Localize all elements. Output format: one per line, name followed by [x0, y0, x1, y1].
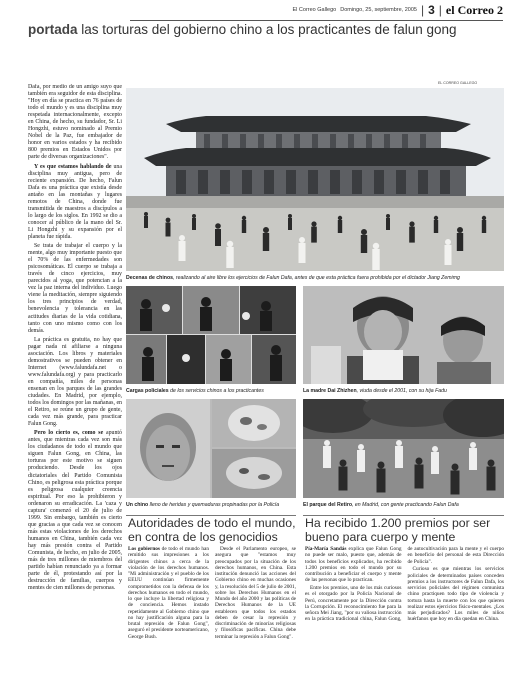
photo-credit: EL CORREO GALLEGO [438, 81, 478, 85]
section-logo: el Correo 2 [445, 3, 503, 17]
left-paragraph-2-rest: una disciplina muy antigua, pero de reciente expansión. De hecho, Falun Dafa es una práctica que existía desde antaño en las montañas y lugares remotos de China, donde fue transmitida de maestros a discípulos a lo largo de los siglos. En 1992 se dio a conocer al público de la mano del Sr. Li Hongzhi y su expansión por el planeta fue rápida. [28, 163, 122, 240]
left-paragraph-2-lead: Y es que estamos hablando de [34, 163, 112, 170]
park-caption-lead: El parque del Retiro [303, 502, 353, 508]
article-left-body [128, 546, 296, 696]
main-caption-lead: Decenas de chinos [126, 275, 173, 281]
article-right-body [305, 546, 504, 696]
police-caption [126, 388, 296, 394]
main-photo-caption [126, 275, 504, 281]
left-paragraph-1: Dafa, por medio de un amigo suyo que también era seguidor de esta disciplina. "Hoy en día se practica en 76 países de todo el mundo y es una disciplina muy respetada internacionalmente, excepto en China, de hecho, su fundador, Sr. Li Hongzhi, estuvo nominado al Premio Nobel de la Paz, fue embajador de honor en varios estados y ha recibido 800 premios en Estados Unidos por parte de diversas organizaciones". [28, 84, 122, 161]
temple-illustration [126, 88, 504, 271]
left-paragraph-5-lead: Pero lo cierto es, como se [34, 430, 104, 437]
mother-caption-rest: , viuda desde el 2001, con su hija Fadu [356, 388, 447, 394]
article-left-paragraph-2: Desde el Parlamento europeo, se asegura que "estamos muy preocupados por la situación de los derechos humanos, en China. Esta institución denunció las acciones del Gobierno chino en muchas ocasiones y, la resolución del 5 de julio de 2001, sobre los Derechos Humanos en el Mundo del año 2000 y las políticas de Derechos Humanos de la UE establecen que todos los estados deben de cesar la represión y discriminación de minorías religiosas y filosóficas pacíficas. China debe terminar la represión a Falun Gong". [215, 546, 296, 640]
park-caption [303, 502, 504, 508]
left-paragraph-5 [28, 430, 122, 592]
police-caption-rest: de los servicios chinos a los practicantes [168, 388, 264, 394]
retiro-park-photo [303, 399, 504, 498]
police-collage-photo [126, 286, 296, 384]
left-paragraph-3: Se trata de trabajar el cuerpo y la mente, algo muy importante puesto que el 70% de las enfermedades son psicosomáticas. El cuerpo se trabaja a través de cinco ejercicios, muy parecidos al yoga, que potencian a la vez la paz interna del individuo. Luego viene la meditación, siempre siguiendo los tres principios de verdad, benevolencia y tolerancia en las actitudes diarias de la vida cotidiana, tanto con uno mismo como con los demás. [28, 243, 122, 334]
article-right-title: Ha recibido 1.200 premios por ser bueno para cuerpo y mente [305, 516, 491, 544]
mother-caption [303, 388, 504, 394]
wounded-caption-lead: Un chino [126, 502, 149, 508]
masthead-separator: | [420, 3, 425, 17]
mother-daughter-photo [303, 286, 504, 384]
article-right-lead: Pía-María Sandás [305, 546, 347, 552]
article-left-lead: Los gobiernos [128, 546, 160, 552]
headline-text: las torturas del gobierno chino a los practicantes de falun gong [77, 22, 457, 37]
left-column-article [28, 84, 122, 694]
article-left-title: Autoridades de todo el mundo, en contra de los genocidios [128, 516, 296, 544]
masthead-separator-2: | [438, 3, 442, 17]
article-left-paragraph-1-rest: de todo el mundo han remitido sus impresiones a los dirigentes chinos a cerca de la violación de los derechos humanos. "Mi administración y el pueblo de los EEUU continúan firmemente comprometidos con la defensa de los derechos humanos en todo el mundo, lo que incluye la libertad religiosa y de conciencia. Hemos instado repetidamente al Gobierno chino que no hay justificación alguna para la brutal represión de Falun Gong", aseguró el presidente norteamericano, George Bush. [128, 546, 209, 640]
header-rule [130, 20, 503, 21]
mother-caption-lead: La madre Dai Zhizhen [303, 388, 357, 394]
article-right-paragraph-1 [305, 546, 402, 584]
masthead [293, 4, 504, 16]
article-right-paragraph-1-rest: explica que Falun Gong no puede ser malo, puesto que, además de todos los beneficios explicados, ha recibido 1.200 premios en todo el mundo por su contribución a beneficiar el cuerpo y mente de las personas que lo practican. [305, 546, 402, 584]
page-number: 3 [428, 3, 435, 17]
police-collage-illustration [126, 286, 296, 384]
retiro-park-illustration [303, 399, 504, 498]
mother-daughter-illustration [303, 286, 504, 384]
wounded-man-illustration [126, 399, 296, 498]
left-paragraph-2 [28, 164, 122, 242]
wounded-caption-rest: lleno de heridas y quemaduras propinadas por la Policía [148, 502, 280, 508]
park-caption-rest: , en Madrid, con gente practicando Falun Dafa [352, 502, 459, 508]
wounded-man-photo [126, 399, 296, 498]
left-paragraph-5-rest: apuntó antes, que mientras cada vez son más los ciudadanos de todo el mundo que siguen Falun Gong, en China, las torturas por este motivo se siguen produciendo. Desde los ojos dictatoriales del Partido Comunista Chino, es peligrosa esta práctica porque es peligrosa cualquier creencia espiritual. Por eso la prohibieron y ordenaron su erradicación. La 'caza y captura' comenzó el 20 de julio de 1999. Sin embargo, también es cierto que gracias a que cada vez se conocen más estas violaciones de los derechos humanos en China, también cada vez hay más presión contra el Partido Comunista, de hecho, en julio de 2005, más de tres millones de miembros del partido habían renunciado ya a formar parte de él, protestando así por la destrucción de familias, cuerpos y mentes de cien millones de personas. [28, 430, 122, 592]
main-caption-rest: , realizando al aire libre los ejercicios de Falun Dafa, antes de que esta práctica fuera prohibida por el dictador Jiang Zemimg [173, 275, 460, 281]
left-paragraph-4: La práctica es gratuita, no hay que pagar nada ni afiliarse a ninguna asociación. Los libros y materiales demostrativos se pueden obtener en Internet (www.falundafa.net o www.falundafa.org) y para practicarlo en compañía, miles de personas ensenan en los parques de las grandes ciudades. En Madrid, por ejemplo, todos los domingos por las mañanas, en el Retiro, se reúne un grupo de gente, cada vez más grande, para practicar Falun Gong. [28, 336, 122, 428]
police-caption-lead: Cargas policiales [126, 388, 169, 394]
publication-name: El Correo Gallego [292, 7, 337, 13]
wounded-caption [126, 502, 296, 508]
article-left-paragraph-1 [128, 546, 209, 640]
publication-date: Domingo, 25, septiembre, 2005 [340, 7, 417, 13]
headline-kicker: portada [28, 22, 78, 37]
page-headline [28, 22, 503, 38]
page-header [0, 0, 509, 40]
article-right-paragraph-3: Curioso es que mientras los servicios policiales de determinados países conceden premios a los instructores de Falun Dafa, los servicios policiales del régimen comunista chino practiquen todo tipo de violencia y tortura hasta la muerte con los que quieren realizar estos ejercicios físico-mentales. ¿Los más perjudicados? Los miles de niños huérfanos que hoy en día quedan en China. [407, 566, 504, 623]
main-photo-temple [126, 88, 504, 271]
article-right-paragraph-2: Entre los premios, uno de los más curiosos es el otorgado por la Policía Nacional de Perú, concretamente por la Dirección contra la Corrupción. El reconocimiento fue para la señora Mei Jiang, "por su valiosa instrucción en la práctica tradicional china, Falun Gong, de autocultivación para la mente y el cuerpo en beneficio del personal de esta Dirección de Policía". [305, 546, 504, 623]
